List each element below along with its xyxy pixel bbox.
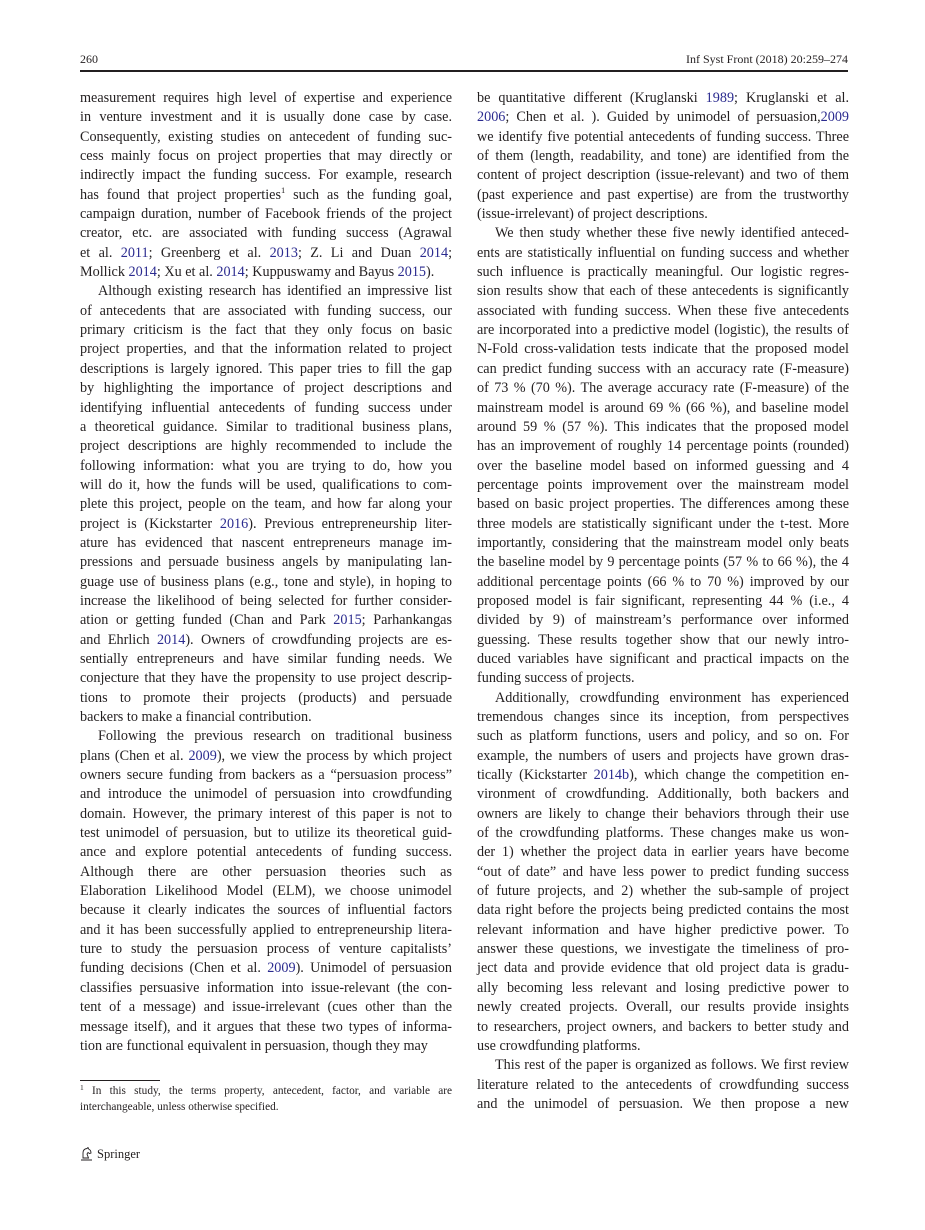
text-line: test unimodel of persuasion, but to utilize its theoretical guid- (80, 825, 452, 842)
text-line: primary criticism is the fact that they only focus on basic (80, 322, 452, 339)
text-line: guessing. These results together show that our newly intro- (477, 631, 849, 648)
footnote-ref[interactable]: 1 (281, 184, 286, 195)
text-line: conjecture that they have the propensity to use project descrip- (80, 670, 452, 687)
text-line: answer these questions, we investigate the timeliness of pro- (477, 941, 849, 958)
text-segment: ). Owners of crowdfunding projects are es- (185, 631, 452, 648)
citation-link[interactable]: 2013 (269, 244, 298, 261)
citation-link[interactable]: 2014 (128, 264, 157, 281)
citation-link[interactable]: 2009 (820, 109, 849, 126)
text-line: we identify five potential antecedents of funding success. Three (477, 128, 849, 145)
citation-link[interactable]: 2009 (188, 747, 217, 764)
text-line: domain. However, the primary interest of this paper is not to (80, 805, 452, 822)
text-line: ally becoming less relevant and losing predictive power to (477, 979, 849, 996)
text-segment: Mollick (80, 264, 129, 281)
text-line: (past experience and past expertise) are from the trustworthy (477, 186, 849, 203)
text-line (80, 263, 452, 282)
text-line: importantly, considering that the mainstream model only beats (477, 534, 849, 551)
text-line: proposed model is fair significant, representing 44 % (i.e., 4 (477, 592, 849, 609)
text-line (477, 89, 849, 108)
text-segment: ; Parhankangas (361, 612, 452, 629)
footnote-line-2: interchangeable, unless otherwise specified. (80, 1101, 279, 1113)
text-segment: ; Chen et al. (505, 109, 592, 126)
text-line: will do it, how the funds will be used, qualifications to com- (80, 476, 452, 493)
citation-link[interactable]: 2016 (219, 515, 249, 532)
text-line: and the unimodel of persuasion. We then propose a new (477, 1095, 849, 1112)
text-segment: be quantitative different (Kruglanski (477, 90, 706, 106)
text-line: cess mainly focus on project properties that may directly or (80, 148, 452, 165)
text-line: over the baseline model based on informed guessing and 4 (477, 457, 849, 474)
text-line: ents are statistically influential on funding success and whether (477, 244, 849, 261)
text-line: divided by 9) of mainstream’s performance over informed (477, 612, 849, 629)
text-line: pressions and persuade business angels by manipulating lan- (80, 554, 452, 571)
text-line: sion results show that each of these antecedents is significantly (477, 283, 849, 300)
citation-link[interactable]: 2011 (120, 244, 149, 261)
header-rule (80, 70, 848, 72)
text-line: classifies persuasive information into issue-relevant (the con- (80, 979, 452, 996)
text-line: content of project description (issue-relevant) and two of them (477, 167, 849, 184)
text-line: tremendous changes since its inception, from perspectives (477, 709, 849, 725)
text-line (80, 244, 452, 263)
text-line: ance and explore potential antecedents of funding success. (80, 844, 452, 861)
text-line: duced variables have significant and practical impacts on the (477, 650, 849, 667)
text-line (80, 959, 452, 978)
text-line: This rest of the paper is organized as follows. We first review (495, 1057, 849, 1074)
text-line: ject data and provide evidence that old project data is gradu- (477, 960, 849, 977)
text-segment: and Ehrlich (80, 631, 157, 648)
text-line: based on basic project properties. The differences among these (477, 496, 849, 513)
text-line: project properties, and that the information related to project (80, 341, 452, 358)
springer-horse-icon (80, 1147, 93, 1161)
right-column (477, 89, 849, 1114)
text-line (80, 611, 452, 630)
text-line: has an improvement of roughly 14 percentage points (rounded) (477, 438, 849, 455)
text-line: are incorporated into a predictive model (logistic), the results of (477, 322, 849, 339)
text-line: of antecedents that are associated with funding success, our (80, 302, 452, 319)
text-line: ature has evidenced that nascent entrepreneurs manage im- (80, 534, 452, 551)
text-line: and introduce the unimodel of persuasion into crowdfunding (80, 786, 452, 803)
citation-link[interactable]: 2014 (216, 264, 245, 281)
footnote-line-1: $^1$ In this study, the terms property, antecedent, factor, and variable are (80, 1083, 452, 1097)
text-segment: ; Z. Li and Duan (297, 244, 420, 261)
text-segment: ), we view the process by which project (216, 747, 452, 764)
text-line: mainstream model is around 69 % (66 %), and baseline model (477, 399, 849, 416)
text-line: owners are likely to change their behaviors through their use (477, 805, 849, 822)
text-segment: ation or getting funded (Chan and Park (80, 612, 334, 629)
text-line: by highlighting the importance of project descriptions and (80, 380, 452, 397)
text-line: Although there are other persuasion theories such as (80, 863, 452, 880)
text-line: plete this project, people on the team, and how far along your (80, 496, 452, 513)
text-line: N-Fold cross-validation tests indicate that the proposed model (477, 341, 849, 358)
text-line: use crowdfunding platforms. (477, 1037, 641, 1054)
text-line: relevant information and have higher predictive power. To (477, 921, 849, 938)
text-line: owners secure funding from backers as a “persuasion process” (80, 767, 452, 784)
text-line: ture to study the persuasion process of venture capitalists’ (80, 941, 452, 958)
publisher-logo (80, 1145, 140, 1163)
text-segment: et al. (80, 244, 121, 261)
text-line: measurement requires high level of expertise and experience (80, 90, 452, 106)
text-line: sentially entrepreneurs and have similar funding needs. We (80, 650, 452, 667)
text-line: message itself), and it argues that these two types of informa- (80, 1018, 452, 1035)
citation-link[interactable]: 2015 (333, 612, 362, 629)
citation-link[interactable]: 2006 (477, 109, 506, 126)
text-line: percentage points improvement over the mainstream model (477, 476, 849, 493)
text-line (80, 515, 452, 534)
text-line: (issue-irrelevant) of project descriptions. (477, 206, 708, 223)
text-segment: has found that project properties (80, 186, 281, 203)
text-segment: ; Greenberg et al. (148, 244, 270, 261)
text-line: such as platform functions, users and policy, and so on. For (477, 728, 849, 745)
text-line: can predict funding success with an accuracy rate (F-measure) (477, 360, 849, 377)
text-line: campaign duration, number of Facebook friends of the project (80, 206, 452, 223)
text-segment: ). Previous entrepreneurship liter- (248, 515, 452, 532)
text-line: and it has been successfully applied to entrepreneurship litera- (80, 921, 452, 938)
text-line (477, 766, 849, 785)
text-line: guage use of business plans (e.g., tone and style), in hoping to (80, 573, 452, 590)
left-column (80, 89, 452, 1056)
text-line: Additionally, crowdfunding environment has experienced (495, 689, 849, 706)
text-line: “out of date” and have less power to predict funding success (477, 863, 849, 880)
text-line: descriptions is largely ignored. This paper tries to fill the gap (80, 360, 452, 377)
text-line: Elaboration Likelihood Model (ELM), we choose unimodel (80, 883, 452, 900)
text-line: in venture investment and it is usually done case by case. (80, 109, 452, 126)
text-line: identifying influential antecedents of funding success under (80, 399, 452, 416)
text-line: because it clearly indicates the sources of influential factors (80, 902, 452, 919)
text-segment: ). (426, 264, 435, 281)
text-line: of 73 % (70 %). The average accuracy rate (F-measure) of the (477, 380, 849, 397)
text-line: additional percentage points (66 % to 70 %) improved by our (477, 573, 849, 590)
text-segment: ; (448, 244, 453, 261)
text-line: funding success of projects. (477, 670, 635, 687)
journal-citation: Inf Syst Front (2018) 20:259–274 (686, 52, 848, 66)
text-line (80, 747, 452, 766)
text-line (477, 108, 849, 127)
text-line: such influence is practically meaningful. Our logistic regres- (477, 264, 849, 281)
text-line: backers to make a financial contribution. (80, 709, 312, 725)
text-line: creator, etc. are associated with funding success (Agrawal (80, 225, 452, 242)
text-line: associated with funding success. When these five antecedents (477, 302, 849, 319)
text-line: tent of a message) and issue-irrelevant (cues other than the (80, 999, 452, 1016)
text-segment: such as the funding goal, (285, 186, 453, 203)
text-line: der 1) whether the project data in earlier years have become (477, 844, 849, 861)
citation-link[interactable]: 2014 (419, 244, 449, 261)
text-segment: ). Guided by unimodel of persuasion, (591, 109, 821, 126)
text-line: vironment of crowdfunding. Additionally, both backers and (477, 786, 849, 803)
text-line: the baseline model by 9 percentage points (57 % to 66 %), the 4 (477, 554, 849, 571)
text-line: a theoretical guidance. Similar to traditional business plans, (80, 418, 452, 435)
text-line: following information: what you are trying to do, how you (80, 457, 452, 474)
footnote-rule (80, 1080, 160, 1081)
text-line: of future projects, and 2) whether the sub-sample of project (477, 883, 849, 900)
text-segment: funding decisions (Chen et al. (80, 960, 268, 977)
text-segment: ). Unimodel of persuasion (295, 960, 452, 977)
text-line: tions to promote their projects (products) and persuade (80, 689, 452, 706)
text-line: three models are statistically significant under the t-test. More (477, 515, 849, 532)
text-line: data right before the projects being predicted contains the most (477, 902, 849, 919)
text-line: Following the previous research on traditional business (98, 728, 452, 745)
text-segment: tically (Kickstarter (477, 767, 594, 784)
footnote (80, 1083, 452, 1115)
text-segment: ), which change the competition en- (629, 767, 849, 784)
text-line (80, 631, 452, 650)
text-line: of the crowdfunding platforms. These changes make us won- (477, 825, 849, 842)
citation-link[interactable]: 2014b (593, 767, 630, 784)
text-segment: ; Kuppuswamy and Bayus (244, 264, 398, 281)
text-line: to researchers, project owners, and backers to better study and (477, 1018, 849, 1035)
text-line: around 59 % (57 %). This indicates that the proposed model (477, 418, 849, 435)
text-segment: plans (Chen et al. (80, 747, 189, 764)
citation-link[interactable]: 1989 (705, 90, 735, 106)
citation-link[interactable]: 2009 (267, 960, 296, 977)
citation-link[interactable]: 2015 (397, 264, 427, 281)
text-line: Consequently, existing studies on antecedent of funding suc- (80, 128, 452, 145)
text-line: We then study whether these five newly identified anteced- (495, 225, 849, 242)
publisher-name: Springer (97, 1147, 141, 1161)
running-head (80, 50, 848, 68)
text-line: of them (length, readability, and tone) are identified from the (477, 148, 849, 165)
footnote-marker: 1 (80, 1083, 84, 1092)
citation-link[interactable]: 2014 (156, 631, 186, 648)
text-line: Although existing research has identified an impressive list (98, 283, 452, 300)
text-segment: ; Kruglanski et al. (734, 90, 849, 106)
text-line: tion are functional equivalent in persuasion, though they may (80, 1037, 428, 1054)
text-segment: ; Xu et al. (156, 264, 217, 281)
text-line: literature related to the antecedents of crowdfunding success (477, 1076, 849, 1093)
text-line (80, 186, 452, 205)
text-segment: project is (Kickstarter (80, 515, 220, 532)
text-line: example, the numbers of users and projects have grown dras- (477, 747, 849, 764)
page-number: 260 (80, 52, 98, 66)
text-line: indirectly impact the funding success. For example, research (80, 167, 452, 184)
text-line: increase the likelihood of being selected for further consider- (80, 592, 452, 609)
text-line: project descriptions are highly recommended to include the (80, 438, 452, 455)
text-line: newly created projects. Overall, our results provide insights (477, 999, 849, 1016)
